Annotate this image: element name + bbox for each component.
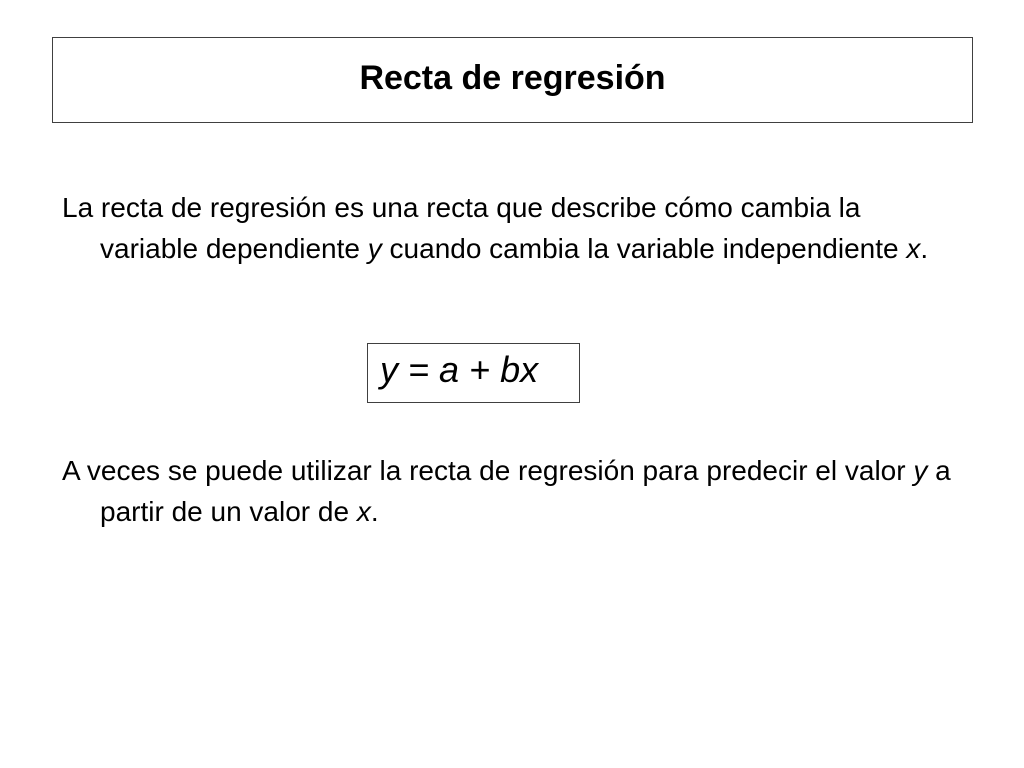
dependent-variable: y xyxy=(367,233,382,264)
regression-formula: y = a + bx xyxy=(380,349,539,390)
title-box xyxy=(52,37,973,123)
definition-text-1: La recta de regresión es una recta que describe cómo cambia la variable dependiente xyxy=(62,192,861,264)
slide-title: Recta de regresión xyxy=(359,59,666,97)
independent-variable: x xyxy=(906,233,921,264)
definition-paragraph xyxy=(62,187,960,269)
predicted-variable: y xyxy=(913,455,928,486)
prediction-paragraph xyxy=(62,450,960,532)
formula-box xyxy=(367,343,580,403)
predictor-variable: x xyxy=(356,496,371,527)
definition-text-2: cuando cambia la variable independiente xyxy=(381,233,907,264)
definition-text-3: . xyxy=(920,233,929,264)
prediction-text-1: A veces se puede utilizar la recta de regresión para predecir el valor xyxy=(62,455,914,486)
prediction-text-2: a partir de un valor de xyxy=(100,455,951,527)
prediction-text-3: . xyxy=(370,496,379,527)
